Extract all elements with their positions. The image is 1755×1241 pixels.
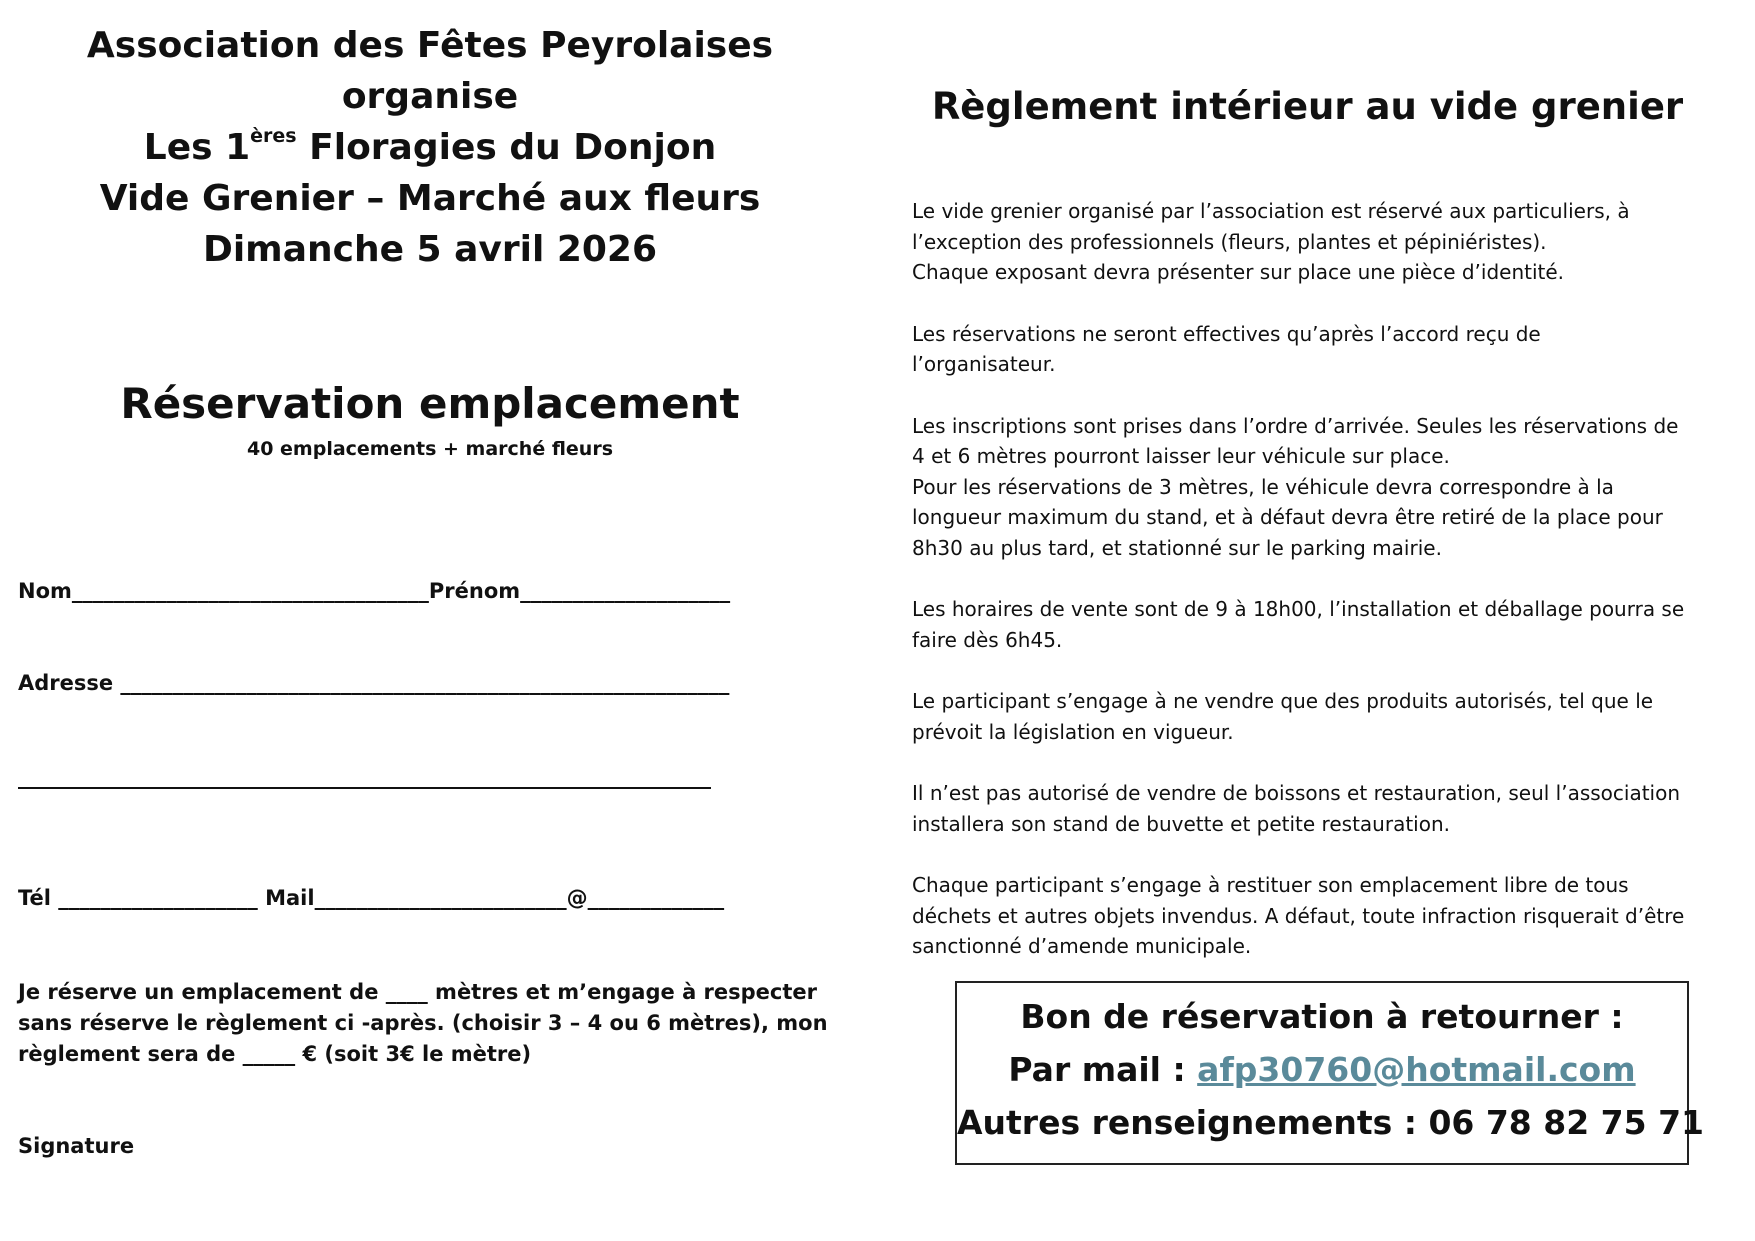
rules-text — [912, 196, 1752, 993]
address-field: Adresse __________________________________________________________ — [18, 671, 730, 695]
rule-paragraph: Les horaires de vente sont de 9 à 18h00, l’installation et déballage pourra se faire dès 6h45. — [912, 597, 1685, 652]
address-field-line2: __________________________________________________________________ — [18, 765, 711, 789]
phone-mail-field: Tél ___________________ Mail________________________@_____________ — [18, 886, 725, 910]
event-header — [20, 20, 840, 275]
event-type: Vide Grenier – Marché aux fleurs — [99, 178, 761, 219]
signature-label: Signature — [18, 1134, 135, 1158]
reservation-title: Réservation emplacement — [120, 379, 740, 428]
phone-number: 06 78 82 75 71 — [1428, 1103, 1705, 1142]
engagement-line-3: règlement sera de _____ € (soit 3€ le mètre) — [18, 1042, 532, 1066]
contact-box — [955, 981, 1705, 1165]
association-name: Association des Fêtes Peyrolaises — [86, 25, 774, 66]
rules-panel — [860, 0, 1755, 1241]
rule-paragraph: Le participant s’engage à ne vendre que des produits autorisés, tel que le prévoit la législation en vigueur. — [912, 689, 1654, 744]
rule-paragraph: Il n’est pas autorisé de vendre de boissons et restauration, seul l’association installera son stand de buvette et petite restauration. — [912, 781, 1681, 836]
rule-paragraph: Chaque participant s’engage à restituer son emplacement libre de tous déchets et autres objets invendus. A défaut, toute infraction risquerait d’être sanctionné d’amende municipale. — [912, 873, 1685, 958]
event-name: Les 1ères Floragies du Donjon — [143, 125, 717, 168]
name-field: Nom__________________________________Prénom____________________ — [18, 579, 731, 603]
reservation-form-panel — [0, 0, 860, 1241]
rules-title: Règlement intérieur au vide grenier — [931, 85, 1684, 128]
contact-phone-line: Autres renseignements : 06 78 82 75 71 — [957, 1103, 1705, 1142]
rule-paragraph: Les réservations ne seront effectives qu’après l’accord reçu de l’organisateur. — [912, 321, 1541, 376]
reservation-subtitle: 40 emplacements + marché fleurs — [246, 438, 614, 460]
event-date: Dimanche 5 avril 2026 — [202, 229, 658, 270]
ordinal-suffix: ères — [250, 125, 297, 147]
rule-paragraph: Les inscriptions sont prises dans l’ordre d’arrivée. Seules les réservations de 4 et 6 mètres pourront laisser leur véhicule sur place. Pour les réservations de 3 mètres, le véhicule devra correspondre à la longueur maximum du stand, et à défaut devra être retiré de la place pour 8h30 au plus tard, et stationné sur le parking mairie. — [912, 413, 1679, 560]
contact-title: Bon de réservation à retourner : — [1020, 997, 1624, 1036]
organise-line: organise — [341, 76, 519, 117]
contact-mail-line: Par mail : afp30760@hotmail.com — [1008, 1050, 1636, 1089]
email-link[interactable]: afp30760@hotmail.com — [1197, 1050, 1636, 1089]
engagement-line-2: sans réserve le règlement ci -après. (choisir 3 – 4 ou 6 mètres), mon — [18, 1011, 828, 1035]
engagement-line-1: Je réserve un emplacement de ____ mètres et m’engage à respecter — [18, 980, 818, 1004]
rule-paragraph: Le vide grenier organisé par l’association est réservé aux particuliers, à l’exception des professionnels (fleurs, plantes et pépiniéristes). Chaque exposant devra présenter sur place une pièce d’identité. — [912, 199, 1630, 284]
